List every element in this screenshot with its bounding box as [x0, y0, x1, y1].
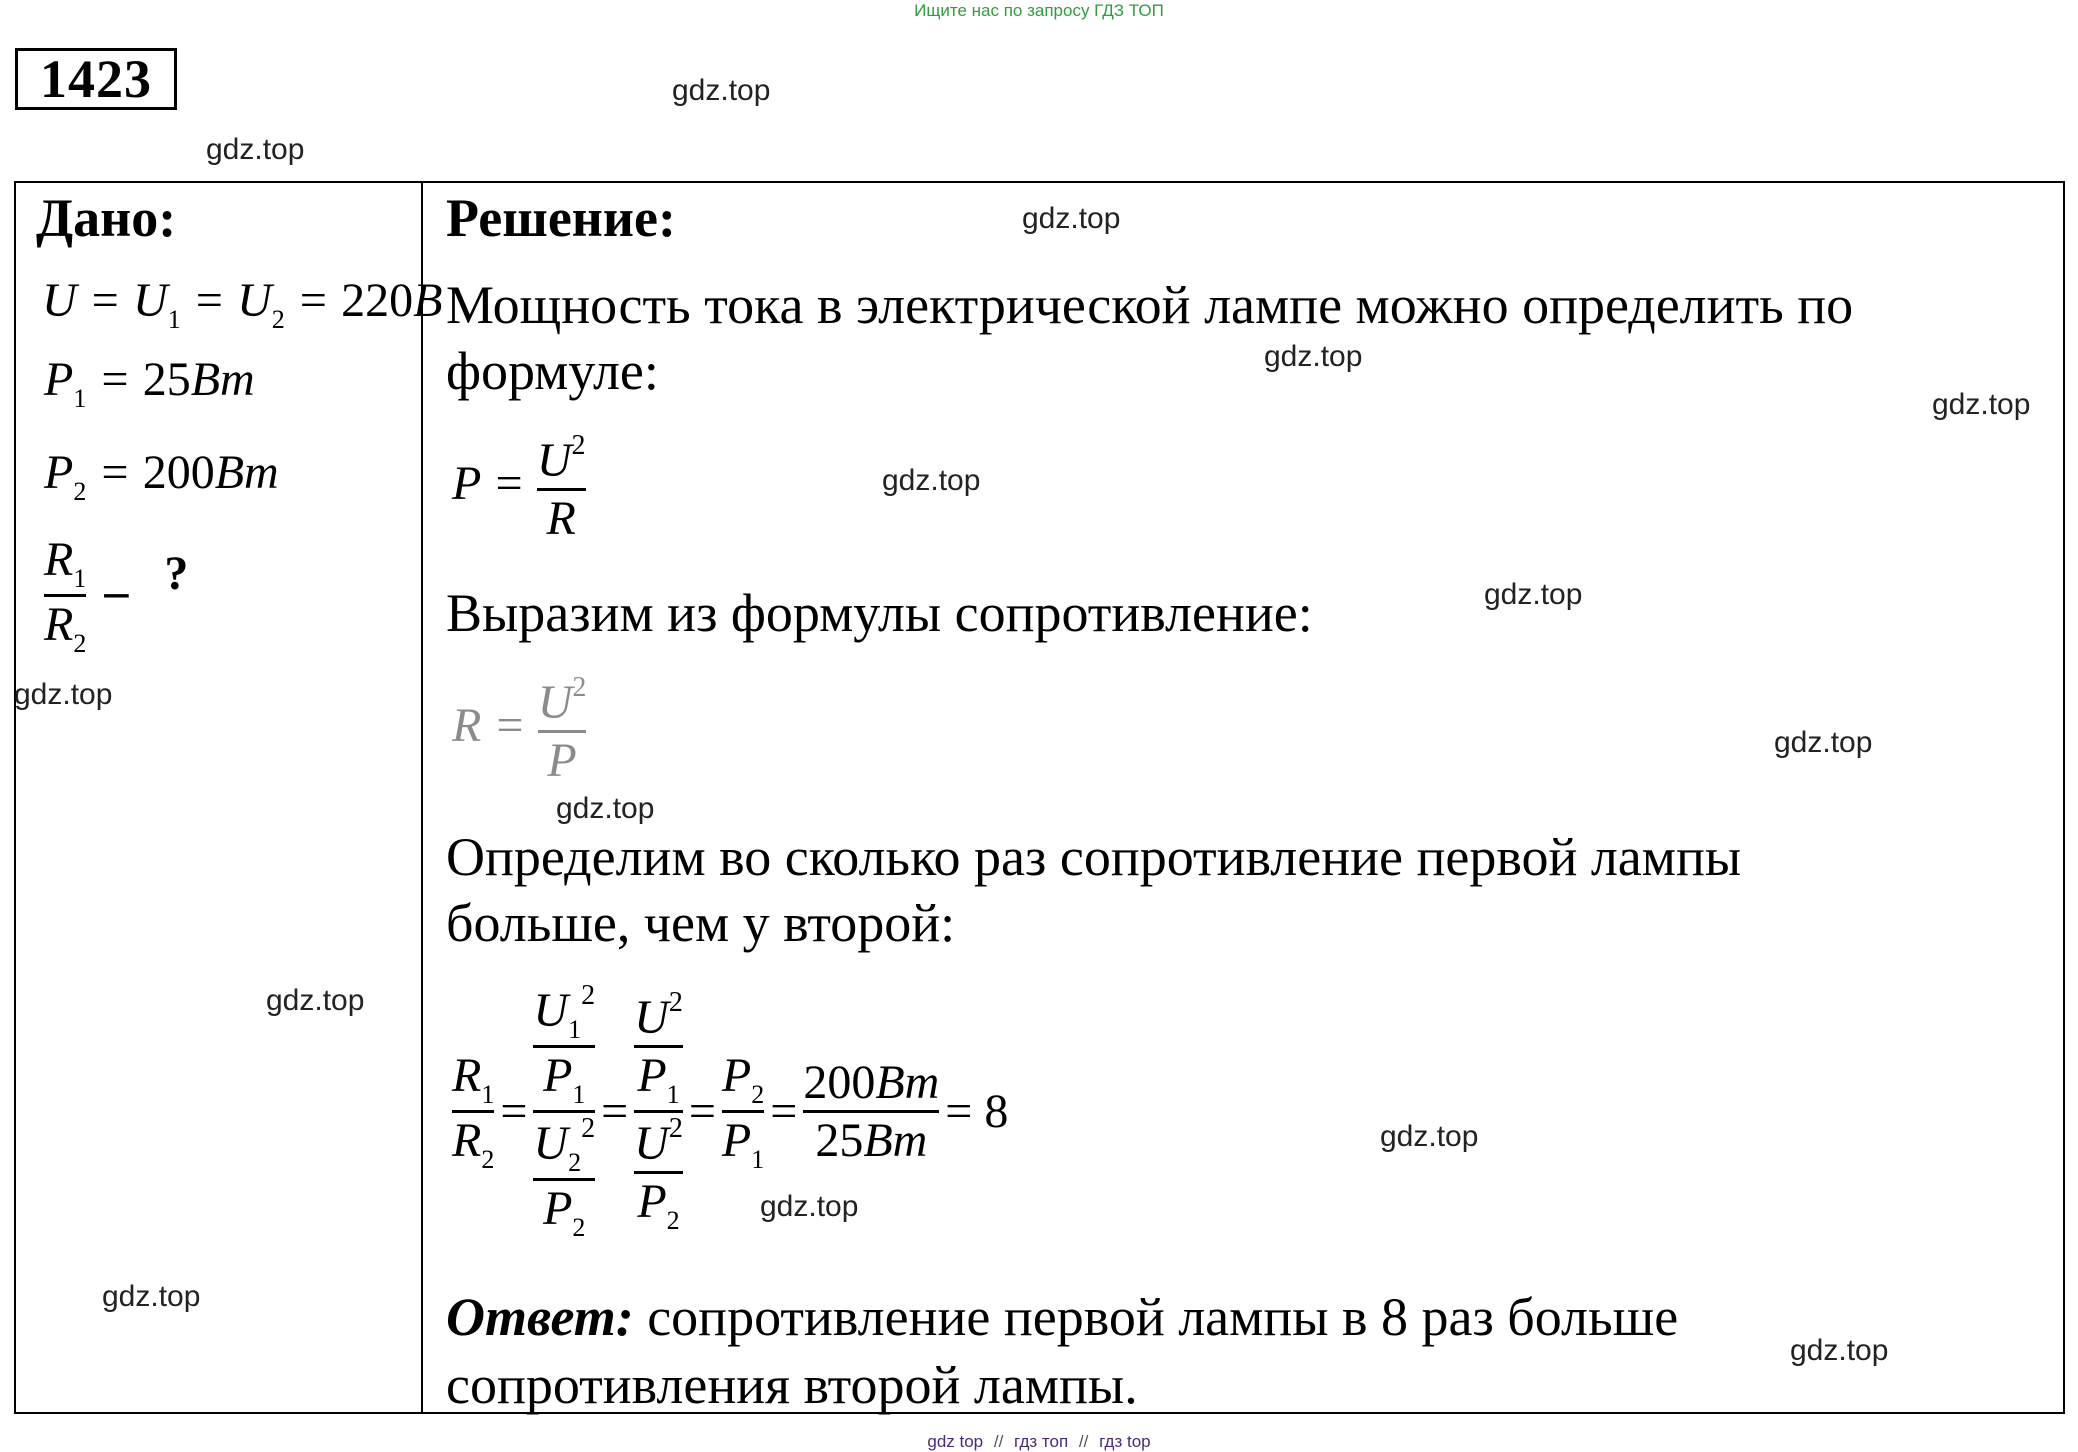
watermark: gdz.top — [672, 74, 771, 107]
watermark: gdz.top — [266, 984, 365, 1017]
given-power-1: $P_1 = 25Bm$ — [44, 353, 255, 413]
footer-link-gdz-top-mixed[interactable]: гдз top — [1099, 1432, 1151, 1451]
formula-resistance: R = $\frac{U^2}{P}$ — [452, 672, 587, 787]
answer-label: Ответ: — [446, 1287, 634, 1347]
solution-text-3-line-1: Определим во сколько раз сопротивление первой лампы — [446, 827, 1742, 887]
solution-text-1-line-2: формуле: — [446, 341, 659, 401]
watermark: gdz.top — [1264, 340, 1363, 373]
solution-text-1-line-1: Мощность тока в электрической лампе можно определить по — [446, 275, 1854, 335]
solution-text-3-line-2: больше, чем у второй: — [446, 893, 956, 953]
watermark: gdz.top — [1022, 202, 1121, 235]
footer-separator: // — [1078, 1432, 1089, 1451]
solution-table — [14, 181, 2065, 1414]
footer-link-gdz-top[interactable]: gdz top — [927, 1432, 984, 1451]
footer-link-gdz-top-ru[interactable]: гдз топ — [1014, 1432, 1069, 1451]
watermark: gdz.top — [1484, 578, 1583, 611]
given-unknown: $\frac{R_1}{R_2}$ – ? — [44, 533, 189, 658]
watermark: gdz.top — [1380, 1120, 1479, 1153]
given-voltage: $U = U_1 = U_2 = 220B$ — [42, 274, 443, 334]
given-heading: Дано: — [36, 188, 177, 248]
answer-line-1 — [446, 1284, 1678, 1350]
watermark: gdz.top — [206, 133, 305, 166]
watermark: gdz.top — [14, 678, 113, 711]
watermark: gdz.top — [760, 1190, 859, 1223]
watermark: gdz.top — [102, 1280, 201, 1313]
footer-links — [0, 1432, 2078, 1452]
solution-text-2: Выразим из формулы сопротивление: — [446, 583, 1313, 643]
formula-power: P = $\frac{U^2}{R}$ — [452, 430, 586, 545]
problem-number: 1423 — [15, 48, 177, 110]
given-power-2: $P_2 = 200Bm$ — [44, 446, 279, 506]
watermark: gdz.top — [1932, 388, 2031, 421]
watermark: gdz.top — [882, 464, 981, 497]
search-banner[interactable]: Ищите нас по запросу ГДЗ ТОП — [914, 1, 1164, 20]
watermark: gdz.top — [556, 792, 655, 825]
column-divider — [421, 181, 423, 1414]
answer-line-2: сопротивления второй лампы. — [446, 1355, 1138, 1415]
solution-heading: Решение: — [446, 188, 676, 248]
watermark: gdz.top — [1774, 726, 1873, 759]
answer-text-1: сопротивление первой лампы в 8 раз больше — [647, 1287, 1679, 1347]
formula-ratio: $\frac{R_1}{R_2}$ = $\frac{\frac{U_1^2}{P_1}}{\frac{U_2^2}{P_2}}$ = $\frac{\frac{U^2}{P_1}}{\frac{U^2}{P_2}}$ = $\frac{P_2}{P_1}$ = $\frac{200Bm}{25Bm}$ = 8 — [452, 980, 1009, 1242]
watermark: gdz.top — [1790, 1334, 1889, 1367]
footer-separator: // — [993, 1432, 1004, 1451]
